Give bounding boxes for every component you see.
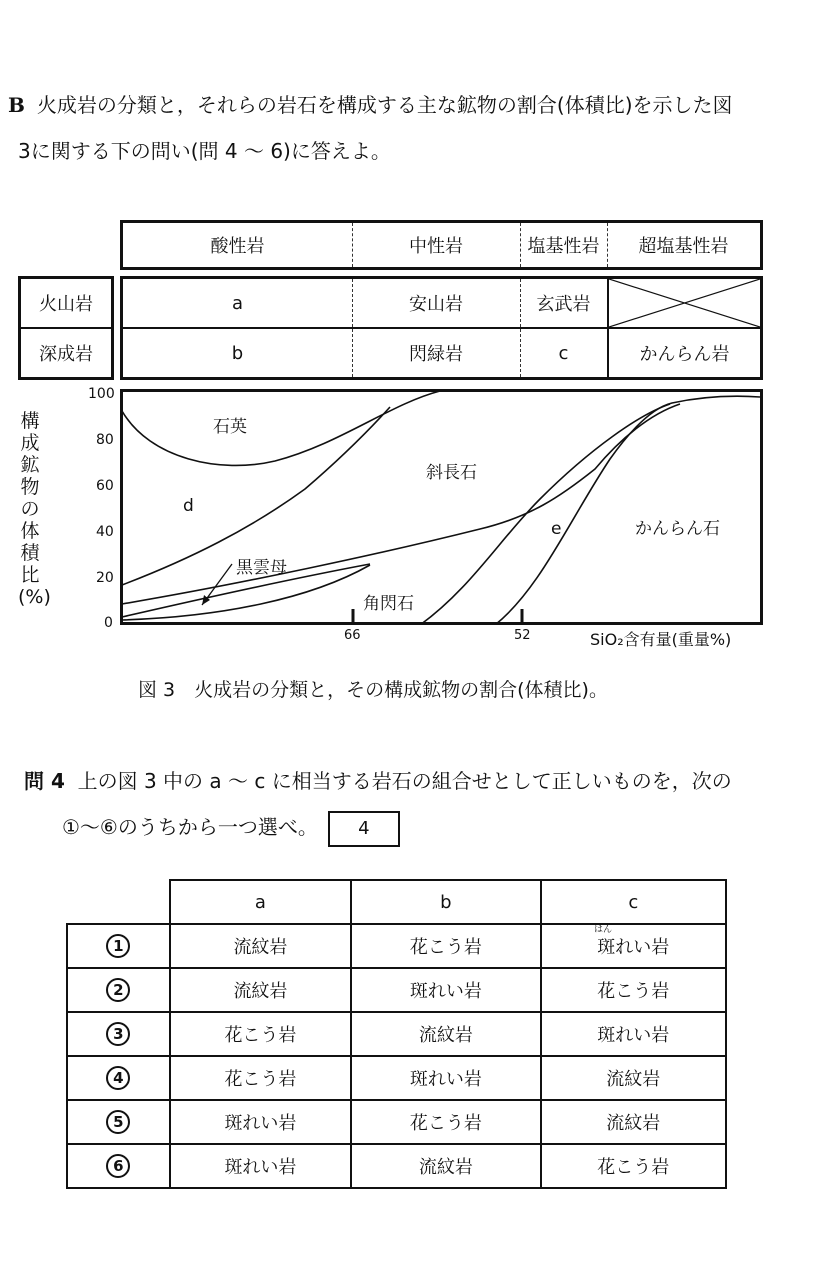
question-label: 問 4: [24, 769, 65, 793]
choice-row-1[interactable]: [67, 924, 726, 968]
choice-cell: 斑れい岩: [541, 924, 726, 968]
choice-cell: 斑れい岩: [351, 968, 540, 1012]
choice-number[interactable]: 2: [106, 978, 130, 1002]
col-header-b: b: [351, 880, 540, 924]
question-line-2: ①～⑥のうちから一つ選べ。: [62, 815, 318, 839]
header-intermediate: 中性岩: [409, 236, 463, 257]
choice-cell: 花こう岩: [541, 1144, 726, 1188]
answer-box[interactable]: 4: [328, 811, 400, 847]
choice-cell: 花こう岩: [170, 1012, 351, 1056]
col-header-a: a: [170, 880, 351, 924]
choice-cell: 花こう岩: [541, 968, 726, 1012]
choice-number[interactable]: 6: [106, 1154, 130, 1178]
cell-diorite: 閃緑岩: [409, 344, 463, 365]
choices-table: [66, 879, 727, 1189]
cell-c: c: [558, 342, 569, 364]
cell-peridotite: かんらん岩: [639, 344, 730, 365]
choice-number[interactable]: 4: [106, 1066, 130, 1090]
ruby-han: はん: [594, 925, 613, 935]
figure-caption: 図 3 火成岩の分類と，その構成鉱物の割合(体積比)。: [138, 679, 608, 701]
choice-row-4[interactable]: [67, 1056, 726, 1100]
y-tick-label: 20: [96, 570, 114, 586]
cell-b: b: [231, 342, 244, 364]
x-tick-label: 52: [514, 628, 531, 643]
choice-row-3[interactable]: [67, 1012, 726, 1056]
col-header-c: c: [541, 880, 726, 924]
choice-cell: 斑れい岩: [351, 1056, 540, 1100]
e-left-curve: [420, 404, 670, 625]
region-quartz: 石英: [213, 417, 247, 437]
row-label-plutonic: 深成岩: [39, 344, 93, 365]
e-right-curve: [495, 396, 760, 625]
choice-row-2[interactable]: [67, 968, 726, 1012]
header-acidic: 酸性岩: [210, 236, 265, 257]
y-tick-label: 0: [104, 615, 113, 631]
choice-cell: 斑れい岩: [170, 1144, 351, 1188]
intro-text: [8, 82, 733, 174]
choice-cell: 花こう岩: [351, 1100, 540, 1144]
question-line-1: 上の図 3 中の a ～ c に相当する岩石の組合せとして正しいものを，次の: [77, 769, 732, 793]
y-tick-label: 80: [96, 432, 114, 448]
x-axis-title: SiO₂含有量(重量%): [590, 630, 732, 649]
choice-number[interactable]: 1: [106, 934, 130, 958]
y-tick-label: 100: [88, 386, 115, 402]
region-plagioclase: 斜長石: [426, 463, 477, 483]
region-biotite: 黒雲母: [236, 558, 287, 578]
row-label-volcanic: 火山岩: [39, 294, 93, 315]
choice-cell: 流紋岩: [170, 924, 351, 968]
header-ultrabasic: 超塩基性岩: [638, 236, 729, 257]
x-tick-label: 66: [344, 628, 361, 643]
y-axis-title: 構成鉱物の体積比(%): [18, 410, 51, 608]
y-tick-label: 60: [96, 478, 114, 494]
corner-cell: [67, 880, 170, 924]
choice-cell: 流紋岩: [170, 968, 351, 1012]
cell-basalt: 玄武岩: [536, 294, 591, 315]
empty-cell-cross: [609, 279, 760, 327]
choice-row-5[interactable]: [67, 1100, 726, 1144]
choice-number[interactable]: 5: [106, 1110, 130, 1134]
region-d: d: [183, 496, 194, 516]
plagioclase-lower-curve: [122, 404, 680, 604]
intro-line-2: 3に関する下の問い(問 4 ～ 6)に答えよ。: [18, 139, 391, 163]
choice-cell: 流紋岩: [351, 1144, 540, 1188]
cell-andesite: 安山岩: [409, 294, 463, 315]
choice-row-6[interactable]: [67, 1144, 726, 1188]
choice-cell: 花こう岩: [351, 924, 540, 968]
choice-cell: 斑れい岩: [170, 1100, 351, 1144]
section-label: B: [8, 93, 25, 117]
intro-line-1: 火成岩の分類と，それらの岩石を構成する主な鉱物の割合(体積比)を示した図: [36, 93, 733, 117]
choice-cell: 斑れい岩: [541, 1012, 726, 1056]
y-tick-label: 40: [96, 524, 114, 540]
choice-cell: 流紋岩: [351, 1012, 540, 1056]
choice-number[interactable]: 3: [106, 1022, 130, 1046]
region-hornblende: 角閃石: [363, 594, 414, 614]
header-basic: 塩基性岩: [527, 236, 600, 257]
cell-a: a: [231, 292, 244, 314]
choice-cell: 流紋岩: [541, 1100, 726, 1144]
region-olivine: かんらん石: [635, 519, 720, 539]
choice-cell: 流紋岩: [541, 1056, 726, 1100]
choice-cell: 花こう岩: [170, 1056, 351, 1100]
quartz-curve: [122, 391, 440, 465]
question-4: [24, 758, 732, 850]
region-e: e: [551, 519, 562, 539]
